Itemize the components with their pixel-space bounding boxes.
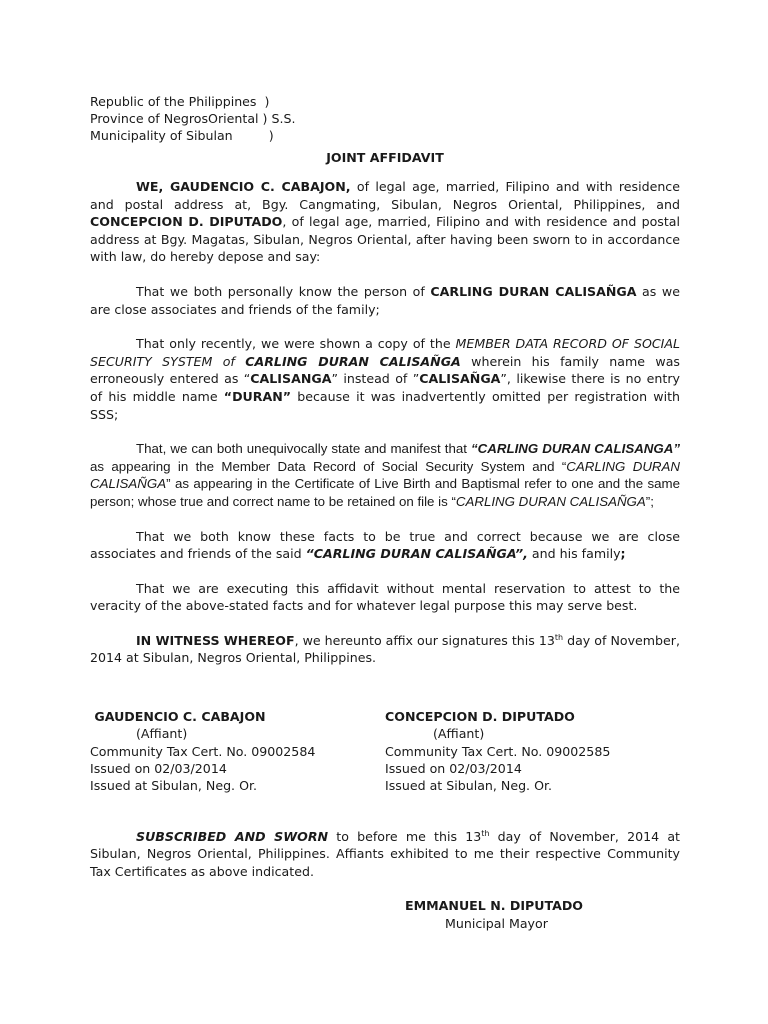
para3-name-2: CARLING DURAN CALISAÑGA — [90, 458, 680, 492]
para3-name-1: “CARLING DURAN CALISANGA” — [471, 441, 680, 457]
para3-text-4: ”; — [645, 493, 654, 509]
para2-wrong-name: CALISANGA — [250, 371, 332, 387]
para3-text-2: as appearing in the Member Data Record of Social Security System and “ — [90, 458, 567, 474]
jurat-ordinal: th — [481, 828, 490, 838]
witness-paragraph — [90, 632, 680, 667]
jurat-paragraph — [90, 828, 680, 881]
para1-text-2: as we are close associates and friends of the family; — [90, 283, 680, 317]
paragraph-1 — [90, 283, 680, 318]
para2-text-1: That only recently, we were shown a copy of the — [136, 336, 456, 352]
intro-text-2: , of legal age, married, Filipino and with residence and postal address at Bgy. Magatas, Sibulan, Negros Oriental, after having been sworn to in accordance with law, do hereby depose and say: — [90, 214, 681, 265]
affiant-1-issued-on: Issued on 02/03/2014 — [90, 760, 227, 776]
witness-text-2: day of November, 2014 at Sibulan, Negros Oriental, Philippines. — [90, 632, 680, 666]
affidavit-page — [90, 93, 680, 933]
venue-province: Province of NegrosOriental ) S.S. — [90, 111, 296, 126]
affiant-1-signature — [90, 708, 385, 794]
jurat-lead: SUBSCRIBED AND SWORN — [136, 828, 329, 844]
para4-text-2: and his family — [527, 546, 621, 562]
affiant2-name-intro: CONCEPCION D. DIPUTADO — [90, 214, 283, 230]
officer-title: Municipal Mayor — [445, 915, 548, 931]
para4-name: “CARLING DURAN CALISAÑGA”, — [305, 546, 528, 562]
affiant-1-name: GAUDENCIO C. CABAJON — [90, 709, 266, 725]
affiant-2-issued-at: Issued at Sibulan, Neg. Or. — [385, 778, 553, 794]
venue-municipality: Municipality of Sibulan ) — [90, 128, 274, 143]
para4-text-1: That we both know these facts to be true and correct because we are close associates and friends of the said — [90, 528, 680, 562]
affiant-1-ctc: Community Tax Cert. No. 09002584 — [90, 743, 316, 759]
affiant-2-role: (Affiant) — [433, 726, 485, 742]
witness-lead: IN WITNESS WHEREOF — [136, 632, 295, 648]
para3-text-3: ” as appearing in the Certificate of Live Birth and Baptismal refer to one and the same person; whose true and correct name to be retained on file is “ — [90, 476, 680, 509]
affiant-2-ctc: Community Tax Cert. No. 09002585 — [385, 743, 611, 759]
paragraph-4 — [90, 528, 680, 563]
para2-text-4: ”, likewise there is no entry of his middle name — [90, 371, 680, 404]
para3-name-3: CARLING DURAN CALISAÑGA — [455, 493, 646, 509]
para2-middle-name: “DURAN” — [223, 388, 292, 404]
affiant-1-role: (Affiant) — [136, 726, 188, 742]
intro-text-1: of legal age, married, Filipino and with residence and postal address at, Bgy. Cangmating, Sibulan, Negros Oriental, Philippines, and — [90, 179, 680, 212]
para2-text-5: because it was inadvertently omitted per registration with SSS; — [90, 388, 680, 422]
intro-paragraph — [90, 178, 680, 266]
para2-name: CARLING DURAN CALISAÑGA — [245, 353, 461, 369]
venue-republic: Republic of the Philippines ) — [90, 94, 270, 109]
para4-semicolon: ; — [620, 546, 626, 562]
para1-text-1: That we both personally know the person of — [136, 283, 431, 299]
officer-block — [405, 897, 680, 932]
affiant-1-issued-at: Issued at Sibulan, Neg. Or. — [90, 778, 258, 794]
para2-text-3: ” instead of ” — [331, 371, 420, 387]
witness-ordinal: th — [554, 632, 564, 642]
jurat-text-2: day of November, 2014 at Sibulan, Negros Oriental, Philippines. Affiants exhibited to me their respective Community Tax Certificates as above indicated. — [90, 828, 680, 879]
paragraph-2 — [90, 335, 680, 423]
para1-name: CARLING DURAN CALISAÑGA — [430, 283, 637, 299]
affiant-2-signature — [385, 708, 680, 794]
para2-text-2: wherein his family name was erroneously entered as “ — [90, 353, 680, 387]
signature-block — [90, 708, 680, 794]
venue-block — [90, 93, 680, 144]
affiant-2-name: CONCEPCION D. DIPUTADO — [385, 709, 575, 725]
document-title: JOINT AFFIDAVIT — [326, 150, 444, 165]
paragraph-3 — [90, 440, 680, 510]
para3-text-1: That, we can both unequivocally state and manifest that — [136, 441, 471, 457]
witness-text-1: , we hereunto affix our signatures this 13 — [294, 632, 555, 648]
affiant-2-issued-on: Issued on 02/03/2014 — [385, 760, 522, 776]
affiant1-name-intro: WE, GAUDENCIO C. CABAJON, — [136, 179, 351, 194]
jurat-text-1: to before me this 13 — [328, 828, 482, 844]
officer-name: EMMANUEL N. DIPUTADO — [405, 898, 584, 914]
para2-correct-name: CALISAÑGA — [419, 371, 501, 387]
para2-doc-name: MEMBER DATA RECORD OF SOCIAL SECURITY SYSTEM of — [90, 336, 680, 369]
paragraph-5: That we are executing this affidavit without mental reservation to attest to the veracity of the above-stated facts and for whatever legal purpose this may serve best. — [90, 580, 680, 614]
